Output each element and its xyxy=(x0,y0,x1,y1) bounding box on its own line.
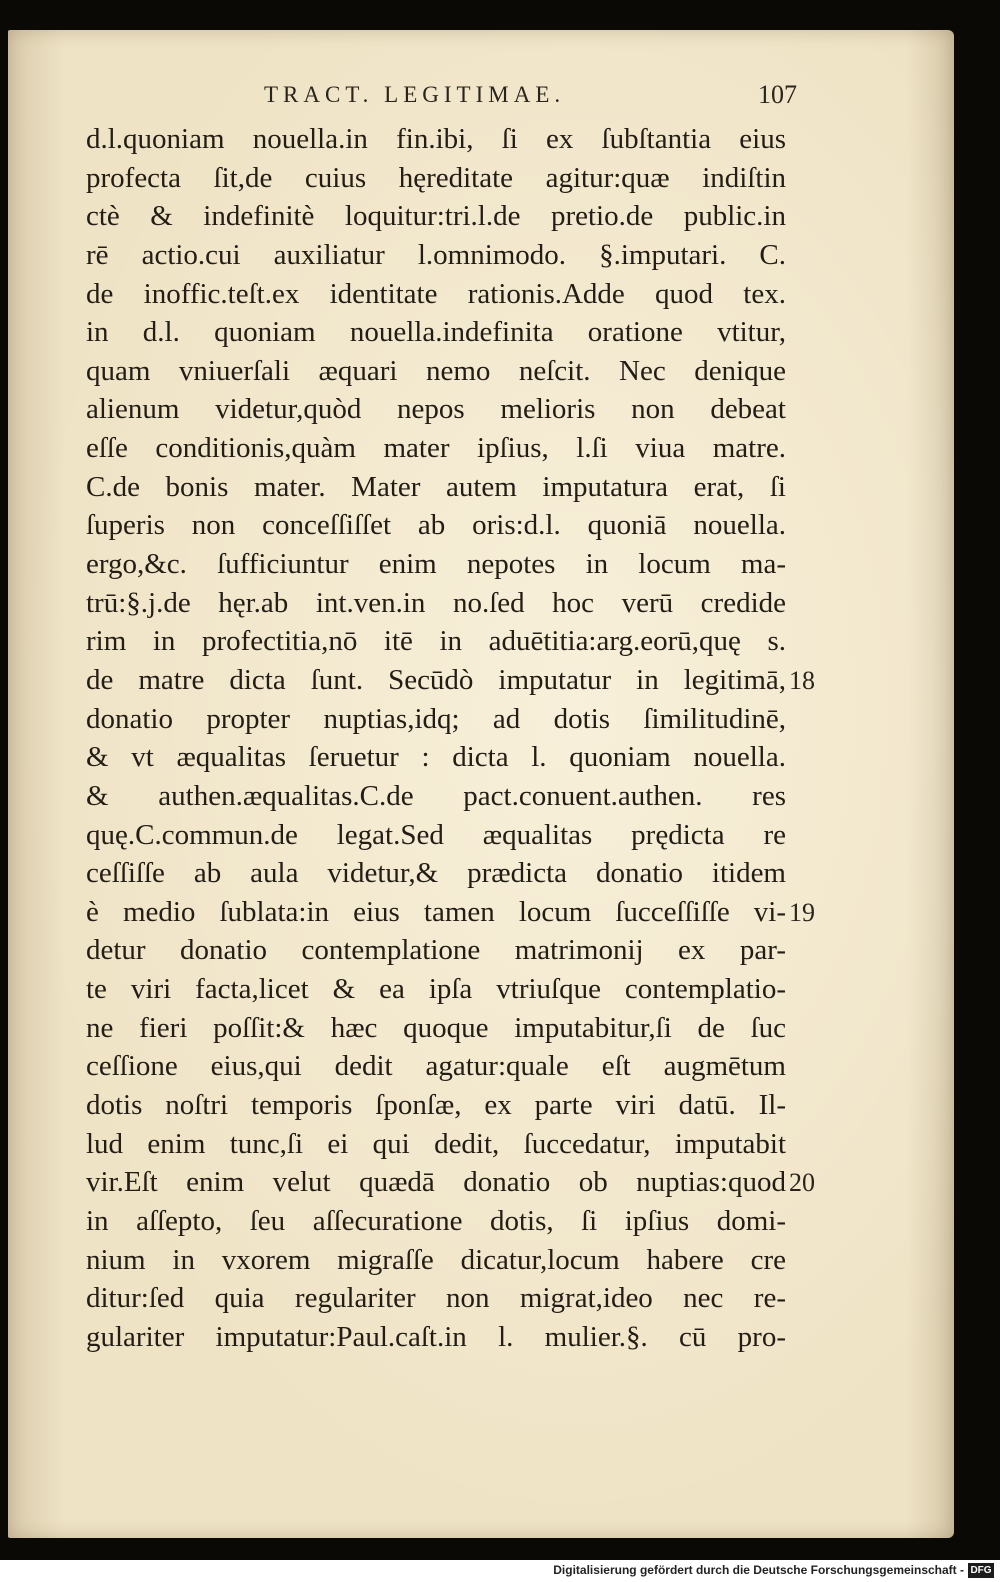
text-line: detur donatio contemplatione matrimonij ex par- xyxy=(86,934,786,967)
text-line: rim in profectitia,nō itē in aduētitia:arg.eorū,quę s. xyxy=(86,625,786,658)
running-head-title: TRACT. LEGITIMAE. xyxy=(264,82,566,107)
text-line: dotis noſtri temporis ſponſæ, ex parte viri datū. Il- xyxy=(86,1089,786,1122)
text-line: quam vniuerſali æquari nemo neſcit. Nec denique xyxy=(86,354,786,387)
margin-note-19: 19 xyxy=(789,898,815,927)
text-line: te viri facta,licet & ea ipſa vtriuſque contemplatio- xyxy=(86,973,786,1006)
page-number: 107 xyxy=(758,80,797,109)
text-line: ne fieri poſſit:& hæc quoque imputabitur,ſi de ſuc xyxy=(86,1011,786,1044)
text-line: lud enim tunc,ſi ei qui dedit, ſuccedatur, imputabit xyxy=(86,1127,786,1160)
text-line: d.l.quoniam nouella.in fin.ibi, ſi ex ſubſtantia eius xyxy=(86,123,786,155)
text-line: in d.l. quoniam nouella.indefinita oratione vtitur, xyxy=(86,316,786,349)
text-line: ceſſiſſe ab aula videtur,& prædicta donatio itidem xyxy=(86,857,786,890)
text-line: è medio ſublata:in eius tamen locum ſucceſſiſſe vi- xyxy=(86,895,786,928)
text-line: ceſſione eius,qui dedit agatur:quale eſt augmētum xyxy=(86,1050,786,1083)
text-line: gulariter imputatur:Paul.caſt.in l. mulier.§. cū pro- xyxy=(86,1320,786,1353)
text-line: de inoffic.teſt.ex identitate rationis.Adde quod tex. xyxy=(86,277,786,310)
text-line: ergo,&c. ſufficiuntur enim nepotes in locum ma- xyxy=(86,548,786,581)
footer-bar xyxy=(0,1560,1000,1582)
text-line: in aſſepto, ſeu aſſecuratione dotis, ſi ipſius domi- xyxy=(86,1204,786,1237)
text-line: de matre dicta ſunt. Secūdò imputatur in legitimā, xyxy=(86,663,786,696)
text-line: ditur:ſed quia regulariter non migrat,ideo nec re- xyxy=(86,1282,786,1315)
body-text xyxy=(86,120,786,1357)
funding-credit: Digitalisierung gefördert durch die Deutsche Forschungsgemeinschaft - xyxy=(553,1563,964,1577)
text-line: nium in vxorem migraſſe dicatur,locum habere cre xyxy=(86,1243,786,1276)
text-line: profecta ſit,de cuius hęreditate agitur:quæ indiſtin xyxy=(86,161,786,194)
text-line: alienum videtur,quòd nepos melioris non debeat xyxy=(86,393,786,426)
text-line: ſuperis non conceſſiſſet ab oris:d.l. quoniā nouella. xyxy=(86,509,786,542)
text-line: C.de bonis mater. Mater autem imputatura erat, ſi xyxy=(86,470,786,503)
running-head xyxy=(8,80,954,116)
dfg-logo-icon: DFG xyxy=(968,1563,994,1578)
text-line: & authen.æqualitas.C.de pact.conuent.authen. res xyxy=(86,779,786,812)
text-line: quę.C.commun.de legat.Sed æqualitas prędicta re xyxy=(86,818,786,851)
text-line: rē actio.cui auxiliatur l.omnimodo. §.imputari. C. xyxy=(86,238,786,271)
text-line: donatio propter nuptias,idq; ad dotis ſimilitudinē, xyxy=(86,702,786,735)
margin-note-18: 18 xyxy=(789,666,815,695)
book-page xyxy=(8,30,954,1538)
margin-note-20: 20 xyxy=(789,1168,815,1197)
text-line: eſſe conditionis,quàm mater ipſius, l.ſi viua matre. xyxy=(86,432,786,465)
text-line: ctè & indefinitè loquitur:tri.l.de pretio.de public.in xyxy=(86,200,786,233)
text-line: vir.Eſt enim velut quædā donatio ob nuptias:quod xyxy=(86,1166,786,1199)
text-line: trū:§.j.de hęr.ab int.ven.in no.ſed hoc verū credide xyxy=(86,586,786,619)
text-line: & vt æqualitas ſeruetur : dicta l. quoniam nouella. xyxy=(86,741,786,774)
